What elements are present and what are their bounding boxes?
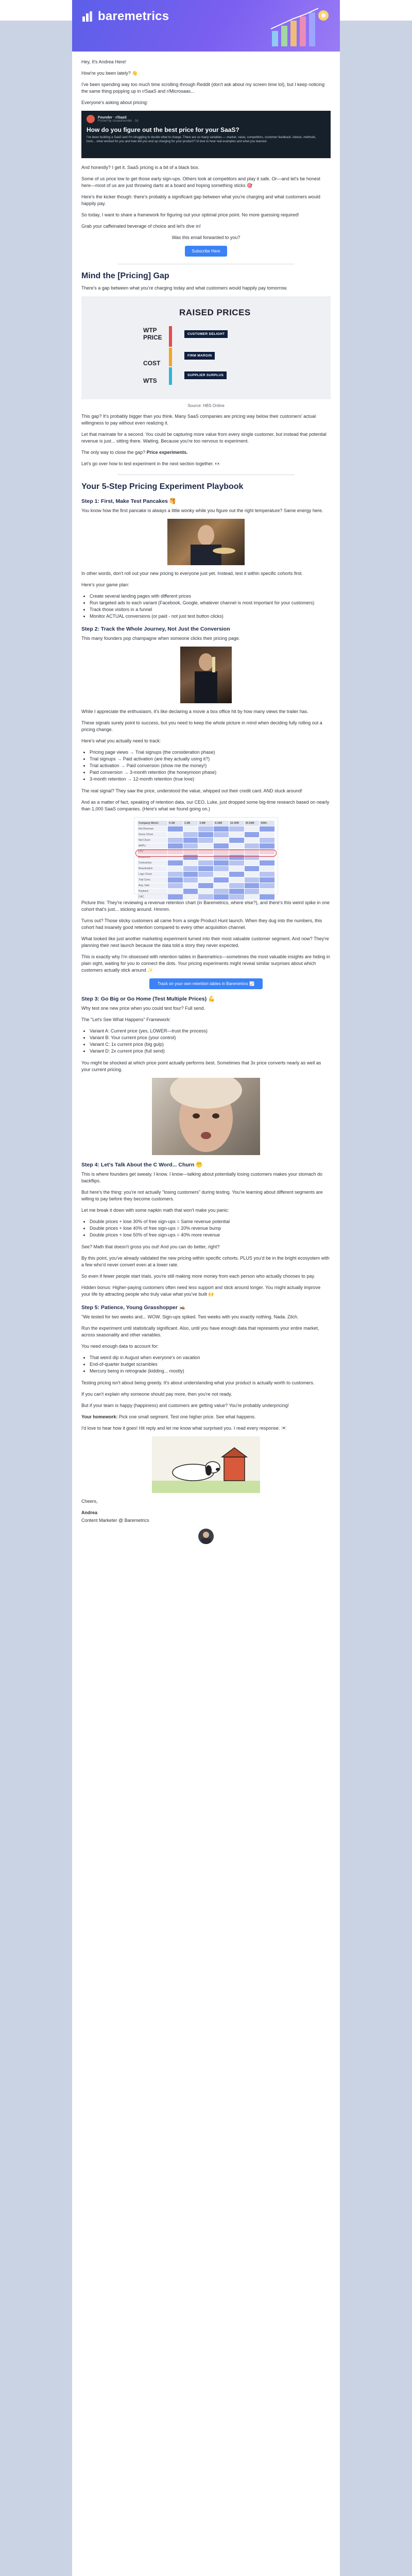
step3-list (81, 1028, 331, 1055)
table-cell (260, 872, 274, 877)
step2-p4: Here's what you actually need to track: (81, 738, 161, 743)
table-cell (198, 832, 213, 837)
step4-p4: See? Math that doesn't gross you out! And you can do better, right? (81, 1244, 220, 1249)
retention-cta-button[interactable]: Track on your own retention tables in Baremetrics 📈 (149, 978, 263, 989)
table-cell (214, 832, 229, 837)
table-cell (229, 832, 244, 837)
table-cell (198, 838, 213, 843)
table-row-label: Net Churn (138, 838, 167, 843)
step5-p1: "We tested for two weeks and... WOW. Sign-ups spiked. Two weeks with you exactly nothing. Nada. Zilch. (81, 1314, 299, 1319)
step1-heading: Step 1: First, Make Test Pancakes 🥞 (81, 498, 176, 504)
table-cell (229, 877, 244, 883)
list-item: • Monitor ACTUAL conversions (or paid - not just test button clicks) (90, 613, 331, 620)
list-item: • Trial activation → Paid conversion (show me the money!) (90, 762, 331, 769)
avatar-icon (198, 1529, 214, 1544)
label-wts: WTS (143, 377, 157, 384)
table-row-label: Contraction (138, 860, 167, 866)
table-cell (245, 877, 260, 883)
playbook-heading: Your 5-Step Pricing Experiment Playbook (81, 482, 244, 491)
brand-name: baremetrics (98, 9, 169, 23)
step4-p1: This is where founders get sweaty. I know. I know—talking about potentially losing customers makes your stomach do backflips. (81, 1172, 323, 1183)
box-supplier-surplus: SUPPLIER SURPLUS (184, 371, 227, 379)
table-cell (260, 826, 274, 832)
section-divider-2 (117, 474, 295, 475)
table-cell (198, 872, 213, 877)
list-item: • Track those visitors in a funnel (90, 606, 331, 613)
greeting: Hey, It's Andrea Here! (81, 59, 127, 64)
step2-p1: This many founders pop champagne when someone clicks their pricing page. (81, 636, 241, 641)
table-cell (168, 894, 183, 900)
list-item: • Variant C: 1x current price (big gulp) (90, 1041, 331, 1048)
step2-list (81, 749, 331, 783)
step4-heading: Step 4: Let's Talk About the C Word... Churn 😬 (81, 1162, 203, 1168)
table-row-label: LTV (138, 849, 167, 854)
step5-p2: Run the experiment until statistically significant. Also, until you have enough data that represents your entire market, across seasonality and other variables. (81, 1326, 319, 1337)
table-row-label: Expansion (138, 855, 167, 860)
step2-p5: The real signal? They saw the price, understood the value, whipped out their credit card. AND stuck around! (81, 788, 303, 793)
table-header-cell: 50M+ (260, 821, 274, 826)
table-cell (260, 838, 274, 843)
box-customer-delight: CUSTOMER DELIGHT (184, 330, 228, 338)
table-cell (168, 843, 183, 849)
table-row-label: Avg. Sale (138, 883, 167, 888)
list-item: • Mercury being in retrograde (kidding... mostly) (90, 1368, 331, 1375)
post-body: I've been building a SaaS and I'm struggling to decide what to charge. There are so many variables — market, value, competitors, customer feedback. Advice, methods, tools... what worked for you and how did you end up charging for your product? I'd love to hear real examples and what you learned. (87, 136, 316, 143)
intro-p2: I've been spending way too much time scrolling through Reddit (don't ask about my screen time lol), but I keep noticing the same thing popping up in r/SaaS and r/Microsaas... (81, 82, 325, 94)
table-cell (183, 860, 198, 866)
table-cell (198, 843, 213, 849)
table-cell (245, 832, 260, 837)
table-header-cell: 15-30M (229, 821, 244, 826)
table-cell (214, 838, 229, 843)
email-header (72, 0, 340, 52)
table-cell (214, 872, 229, 877)
step5-list (81, 1354, 331, 1375)
signoff-name: Andrea (81, 1510, 98, 1515)
retention-table-figure (134, 817, 278, 899)
table-cell (229, 872, 244, 877)
pancake-photo (167, 519, 245, 565)
table-cell (260, 877, 274, 883)
table-cell (245, 894, 260, 900)
step2-p6: And as a matter of fact, speaking of retention data, our CEO, Luke, just dropped some big-time research based on nearly than 1,000 SaaS companies. (Here's what we found going on.) (81, 800, 330, 811)
figure-title: RAISED PRICES (179, 308, 251, 317)
champagne-photo (180, 647, 232, 703)
figure-caption: Source: HBS Online (187, 403, 225, 408)
table-row-label: Payback (138, 889, 167, 894)
table-cell (260, 866, 274, 871)
table-cell (229, 889, 244, 894)
table-cell (168, 877, 183, 883)
section1-p5: Grab your caffeinated beverage of choice and let's dive in! (81, 224, 201, 229)
table-cell (183, 832, 198, 837)
table-cell (168, 832, 183, 837)
label-wtp: WTP (143, 327, 157, 334)
person-silhouette-icon (167, 519, 245, 565)
step5-heading: Step 5: Patience, Young Grasshopper 🦗 (81, 1304, 186, 1311)
table-row-label: Gross Churn (138, 832, 167, 837)
table-cell (168, 883, 183, 888)
table-cell (183, 838, 198, 843)
list-item: • Variant B: Your current price (your control) (90, 1035, 331, 1041)
table-cell (198, 826, 213, 832)
table-cell (260, 832, 274, 837)
table-cell (229, 860, 244, 866)
reddit-post-screenshot (81, 111, 331, 158)
gap-p4-prefix: The only way to close the gap? (81, 450, 147, 455)
step5-p7 (81, 1414, 331, 1420)
step3-p1: Why test one new price when you could test four? Full send. (81, 1006, 205, 1011)
table-cell (214, 866, 229, 871)
table-cell (183, 872, 198, 877)
table-cell (245, 826, 260, 832)
signature (81, 1498, 331, 1544)
table-cell (260, 889, 274, 894)
table-cell (183, 826, 198, 832)
section1-p3: Here's the kicker though: there's probably a significant gap between what you're charging and what customers would happily pay. (81, 194, 320, 206)
step2-p3: These signals surely point to success, but you need to keep the whole picture in mind when deciding fully rolling out a pricing change. (81, 720, 322, 732)
list-item: • Double prices + lose 50% of free sign-ups = 40% more revenue (90, 1232, 331, 1239)
table-header-cell: 1-3M (183, 821, 198, 826)
table-header-cell: Company Metric (138, 821, 167, 826)
list-item: • Pricing page views → Trial signups (the consideration phase) (90, 749, 331, 756)
step2-p9: What looked like just another marketing experiment turned into their most valuable customer segment. And now? They're planning their next launch because the data told a story they never expected. (81, 936, 329, 948)
table-cell (229, 883, 244, 888)
table-cell (214, 883, 229, 888)
table-cell (245, 866, 260, 871)
section1-p2: Some of us price low to get those early sign-ups. Others look at competitors and play it safe. Or—and let's be honest here—most of us are just throwing darts at a board and hoping something sticks 🎯 (81, 176, 320, 188)
step3-heading: Step 3: Go Big or Go Home (Test Multiple Prices) 💪 (81, 996, 215, 1002)
step5-p8: I'd love to hear how it goes! Hit reply and let me know what surprised you. I read every response. 💌 (81, 1426, 287, 1431)
gap-p1: There's a gap between what you're charging today and what customers would happily pay tomorrow. (81, 285, 288, 291)
intro-p1: How're you been lately? 👋 (81, 71, 138, 76)
intro-p3: Everyone's asking about pricing: (81, 100, 148, 105)
list-item: • 3-month retention → 12-month retention (true love) (90, 776, 331, 783)
table-cell (229, 866, 244, 871)
label-cost: COST (143, 360, 161, 367)
table-cell (168, 872, 183, 877)
author-avatar (198, 1529, 214, 1544)
table-cell (183, 877, 198, 883)
step2-p7: Picture this: They're reviewing a revenue retention chart (in Baremetrics, where else?), and there's this weird spike in one cohort that's just... sticking around. Hmmm. (81, 900, 330, 912)
table-cell (168, 889, 183, 894)
table-cell (229, 838, 244, 843)
step1-p3: Here's your game plan: (81, 582, 129, 587)
step2-p8: Turns out? Those sticky customers all came from a single Product Hunt launch. When they dug into the numbers, this cohort had insanely good retention compared to every other acquisition channel. (81, 918, 322, 930)
step4-p5: By this point, you've already validated the new pricing within specific cohorts. PLUS you'd be in the bright ecosystem with a few who'd never convert even at a lower rate. (81, 1256, 330, 1267)
list-item: • Paid conversion → 3-month retention (the honeymoon phase) (90, 769, 331, 776)
table-cell (229, 843, 244, 849)
step3-p3: You might be shocked at which price point actually performs best. Sometimes that 3x price converts nearly as well as your current pricing. (81, 1060, 321, 1072)
table-cell (183, 843, 198, 849)
table-cell (168, 826, 183, 832)
table-cell (229, 894, 244, 900)
list-item: • Double prices + lose 30% of free sign-ups = Same revenue potential (90, 1218, 331, 1225)
table-cell (198, 883, 213, 888)
step5-p5: If you can't explain why someone should pay more, then you're not ready. (81, 1392, 232, 1397)
table-cell (245, 872, 260, 877)
list-item: • That weird dip in August when everyone's on vacation (90, 1354, 331, 1361)
table-cell (260, 894, 274, 900)
list-item: • Variant A: Current price (yes, LOWER—trust the process) (90, 1028, 331, 1035)
step3-p2: The "Let's See What Happens" Framework: (81, 1017, 171, 1022)
gap-p4 (81, 449, 331, 456)
list-item: • Create several landing pages with different prices (90, 593, 331, 600)
subscribe-button[interactable]: Subscribe Here (185, 246, 227, 257)
cartoon-dog-icon (152, 1436, 260, 1493)
bar-surplus (169, 367, 172, 385)
table-cell (183, 894, 198, 900)
table-cell (245, 860, 260, 866)
signoff-title: Content Marketer @ Baremetrics (81, 1518, 149, 1523)
homework-label: Your homework: (81, 1414, 118, 1419)
table-header-cell: 8-15M (214, 821, 229, 826)
step4-p2: But here's the thing: you're not actually "losing customers" during testing. You're learning about different segments are willing to pay before they become customers. (81, 1190, 323, 1201)
table-cell (260, 843, 274, 849)
table-cell (214, 843, 229, 849)
table-row-label: Net Revenue (138, 826, 167, 832)
table-cell (183, 883, 198, 888)
step5-p3: You need enough data to account for: (81, 1344, 159, 1349)
forwarded-note: Was this email forwarded to you? (171, 235, 241, 240)
gap-p5: Let's go over how to test experiment in the next section together. 👀 (81, 461, 221, 466)
table-cell (214, 889, 229, 894)
table-cell (198, 894, 213, 900)
brand-logo[interactable] (81, 9, 169, 24)
shocked-face-icon (152, 1078, 260, 1155)
list-item: • Run targeted ads to each variant (Facebook, Google, whatever channel is most important for your customers) (90, 600, 331, 606)
step2-p10: This is exactly why I'm obsessed with retention tables in Baremetrics—sometimes the most valuable insights are hiding in plain sight, waiting for you to connect the dots. Your pricing experiments might reveal similar surprises about which customers actually stick around ✨ (81, 954, 330, 973)
celebration-icon (180, 647, 232, 703)
snoopy-illustration (152, 1436, 260, 1493)
table-cell (245, 889, 260, 894)
signoff-cheers: Cheers, (81, 1499, 98, 1504)
post-meta: Posted by u/saasfounder · 1d (98, 119, 139, 123)
table-cell (198, 877, 213, 883)
gap-heading: Mind the [Pricing] Gap (81, 272, 169, 280)
post-avatar (87, 115, 95, 123)
table-cell (198, 866, 213, 871)
table-cell (168, 866, 183, 871)
section1-p4: So today, I want to share a framework for figuring out your optimal price point. No more guessing required! (81, 212, 299, 217)
growth-chart-illustration-icon (267, 5, 334, 48)
box-firm-margin: FIRM MARGIN (184, 352, 215, 360)
step5-p6: But if your team is happy (happiness) and customers are getting value? You're probably underpricing! (81, 1403, 289, 1408)
table-cell (214, 860, 229, 866)
table-cell (198, 889, 213, 894)
email-body (72, 0, 340, 2576)
step1-list (81, 593, 331, 620)
table-row-label: Trial Conv. (138, 877, 167, 883)
list-item: • End-of-quarter budget scrambles (90, 1361, 331, 1368)
raised-prices-figure (81, 296, 331, 399)
table-cell (260, 883, 274, 888)
list-item: • Variant D: 2x current price (full send) (90, 1048, 331, 1055)
table-cell (214, 826, 229, 832)
step1-p2: In other words, don't roll out your new pricing to everyone just yet. Instead, test it within specific cohorts first. (81, 571, 303, 576)
table-cell (198, 860, 213, 866)
gap-p3: Let that marinate for a second. You could be capturing more value from every single customer, but instead that potential revenue is just... sitting there. Waiting. Because you're too nervous to experiment. (81, 432, 327, 444)
step4-p7: Hidden bonus: Higher-paying customers often need less support and stick around longer. You might actually improve your life by attracting people who truly value what you've built 🙌 (81, 1285, 321, 1297)
step4-list (81, 1218, 331, 1239)
table-cell (183, 889, 198, 894)
table-cell (168, 838, 183, 843)
table-row-label: ARPU (138, 843, 167, 849)
table-header-cell: 30-50M (245, 821, 260, 826)
list-item: • Trial signups → Paid activation (are they actually using it?) (90, 756, 331, 762)
gap-p4-bold: Price experiments. (146, 450, 188, 455)
homework-text: Pick one small segment. Test one higher price. See what happens. (117, 1414, 256, 1419)
step4-p6: So even if fewer people start trials, you're still making more money from each person who actually chooses to pay. (81, 1274, 315, 1279)
table-cell (214, 877, 229, 883)
table-cell (245, 883, 260, 888)
step1-p1: You know how the first pancake is always a little wonky while you figure out the right temperature? Same energy here. (81, 508, 323, 513)
table-row-label: Reactivation (138, 866, 167, 871)
table-cell (183, 866, 198, 871)
table-header-cell: 0-1M (168, 821, 183, 826)
table-cell (214, 894, 229, 900)
table-cell (168, 860, 183, 866)
step5-p4: Testing pricing isn't about being greedy. It's about understanding what your product is actually worth to customers. (81, 1380, 315, 1385)
post-title: How do you figure out the best price for your SaaS? (87, 126, 239, 133)
reaction-photo (152, 1078, 260, 1155)
table-row-label: Logo Churn (138, 872, 167, 877)
gap-p2: This gap? It's probably bigger than you think. Many SaaS companies are pricing way below their customers' actual willingness to pay without even realizing it. (81, 414, 316, 426)
table-cell (245, 843, 260, 849)
table-row-label: CAC (138, 894, 167, 900)
table-cell (260, 860, 274, 866)
table-header-cell: 3-8M (198, 821, 213, 826)
bar-margin (169, 348, 172, 366)
table-cell (245, 838, 260, 843)
list-item: • Double prices + lose 40% of free sign-ups = 20% revenue bump (90, 1225, 331, 1232)
step2-p2: While I appreciate the enthusiasm, it's like declaring a movie a box office hit by how many views the trailer has. (81, 709, 308, 714)
baremetrics-logo-icon (81, 10, 94, 23)
post-author: Founder · r/SaaS (98, 115, 127, 120)
step2-heading: Step 2: Track the Whole Journey, Not Just the Conversion (81, 626, 230, 632)
section1-p1: And honestly? I get it. SaaS pricing is a bit of a black box. (81, 165, 200, 170)
bar-delight (169, 326, 172, 347)
table-cell (229, 826, 244, 832)
label-price: PRICE (143, 334, 162, 341)
step4-p3: Let me break it down with some napkin math that won't make you panic: (81, 1208, 229, 1213)
highlight-oval (135, 850, 277, 857)
